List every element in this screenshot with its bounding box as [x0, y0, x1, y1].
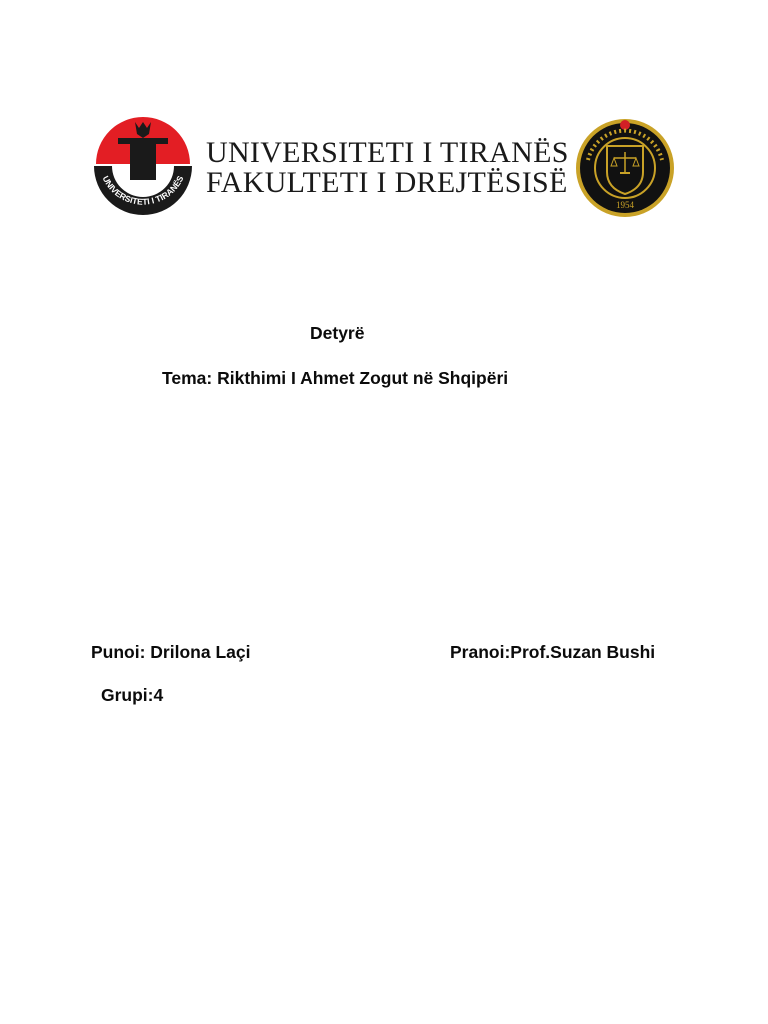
document-topic: Tema: Rikthimi I Ahmet Zogut në Shqipëri [162, 368, 509, 388]
group-line: Grupi:4 [101, 685, 164, 705]
document-type: Detyrë [310, 323, 365, 343]
university-logo [88, 108, 198, 220]
logo-left-arc-text: UNIVERSITETI I TIRANËS [100, 174, 186, 207]
header [88, 108, 688, 226]
seal-year: 1954 [616, 200, 634, 210]
faculty-seal [574, 112, 676, 224]
faculty-name: FAKULTETI I DREJTËSISË [206, 166, 568, 199]
author-line: Punoi: Drilona Laçi [91, 642, 251, 662]
receiver-line: Pranoi:Prof.Suzan Bushi [450, 642, 656, 662]
university-name: UNIVERSITETI I TIRANËS [206, 136, 569, 169]
header-title [206, 136, 569, 199]
